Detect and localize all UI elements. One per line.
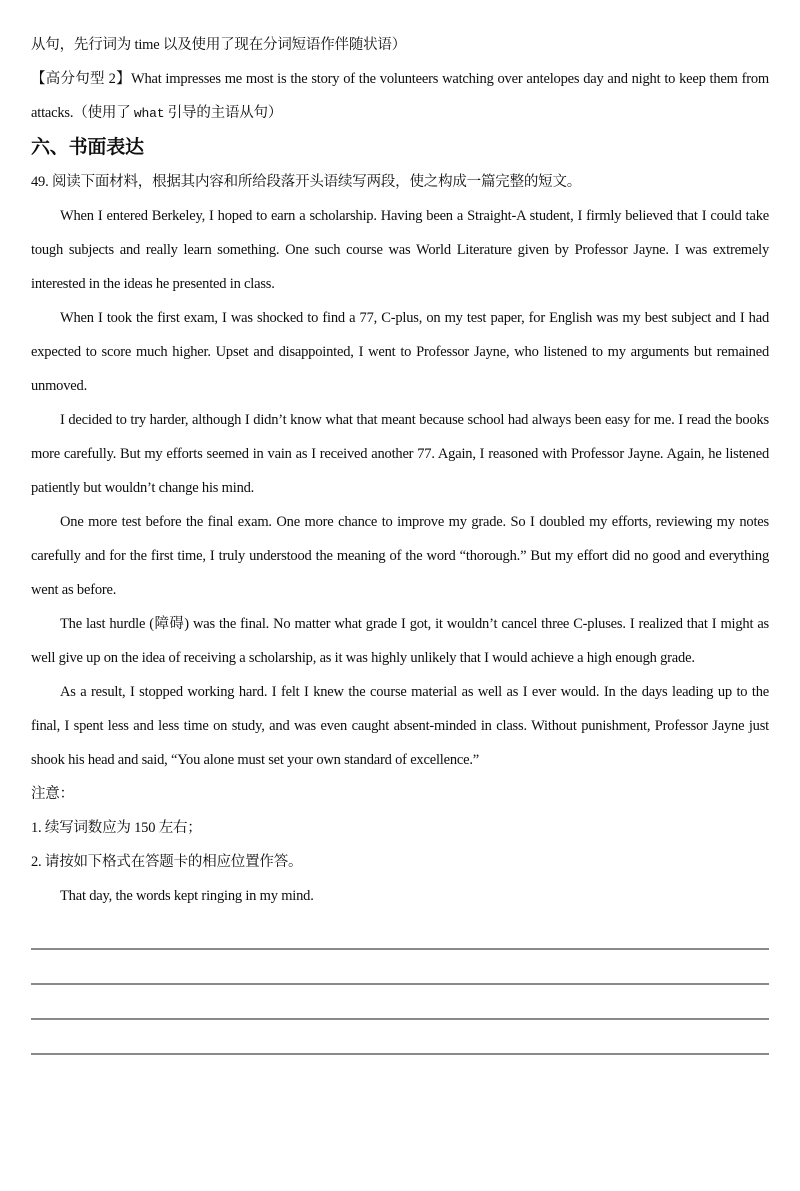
passage-paragraph: I decided to try harder, although I didn’t know what that meant because school had always been easy for me. I read the books more carefully. But my efforts seemed in vain as I received another 77. Again, I reasoned with Professor Jayne. Again, he listened patiently but wouldn’t change his mind. xyxy=(31,412,769,496)
passage-paragraph: The last hurdle (障碍) was the final. No matter what grade I got, it wouldn’t cancel three C-pluses. I realized that I might as well give up on the idea of receiving a scholarship, as it was highly unlikely that I would achieve a high enough grade. xyxy=(31,616,769,666)
analysis-continuation-line xyxy=(31,28,769,62)
model-sentence-2-keyword: what xyxy=(133,106,165,121)
model-sentence-2 xyxy=(31,62,769,131)
model-sentence-2-english: What impresses me most is the story of the volunteers watching over antelopes day and night to keep them from attacks. xyxy=(31,71,769,121)
answer-line xyxy=(31,915,769,950)
model-sentence-2-note-open: （使用了 xyxy=(73,105,134,121)
answer-line xyxy=(31,1020,769,1055)
notes-list xyxy=(31,811,769,879)
question-number: 49. xyxy=(31,174,49,190)
section-heading: 六、书面表达 xyxy=(31,137,144,158)
passage-paragraph: When I entered Berkeley, I hoped to earn a scholarship. Having been a Straight-A student, I firmly believed that I could take tough subjects and really learn something. One such course was World Literature given by Professor Jayne. I was extremely interested in the ideas he presented in class. xyxy=(31,208,769,292)
question-instruction-text: 阅读下面材料，根据其内容和所给段落开头语续写两段，使之构成一篇完整的短文。 xyxy=(51,174,582,190)
answer-line xyxy=(31,950,769,985)
notes-label: 注意： xyxy=(31,786,74,802)
opening-sentence: That day, the words kept ringing in my mind. xyxy=(60,888,314,904)
passage-paragraph: When I took the first exam, I was shocked to find a 77, C-plus, on my test paper, for English was my best subject and I had expected to score much higher. Upset and disappointed, I went to Professor Jayne, who listened to my arguments but remained unmoved. xyxy=(31,310,769,394)
passage xyxy=(31,199,769,777)
model-sentence-2-note-close: 引导的主语从句） xyxy=(164,105,283,121)
passage-paragraph: As a result, I stopped working hard. I felt I knew the course material as well as I ever would. In the days leading up to the final, I spent less and less time on study, and was even caught absent-minded in class. Without punishment, Professor Jayne just shook his head and said, “You alone must set your own standard of excellence.” xyxy=(31,684,769,768)
note-item: 2. 请按如下格式在答题卡的相应位置作答。 xyxy=(31,854,303,870)
note-item: 1. 续写词数应为 150 左右； xyxy=(31,820,202,836)
answer-line xyxy=(31,985,769,1020)
passage-paragraph: One more test before the final exam. One more chance to improve my grade. So I doubled my efforts, reviewing my notes carefully and for the first time, I truly understood the meaning of the word “thorough.” But my effort did no good and everything went as before. xyxy=(31,514,769,598)
model-sentence-2-label: 【高分句型 2】 xyxy=(31,71,131,87)
analysis-continuation-text: 从句，先行词为 time 以及使用了现在分词短语作伴随状语） xyxy=(31,37,407,53)
answer-area xyxy=(31,915,769,1055)
question-instruction xyxy=(31,165,769,199)
